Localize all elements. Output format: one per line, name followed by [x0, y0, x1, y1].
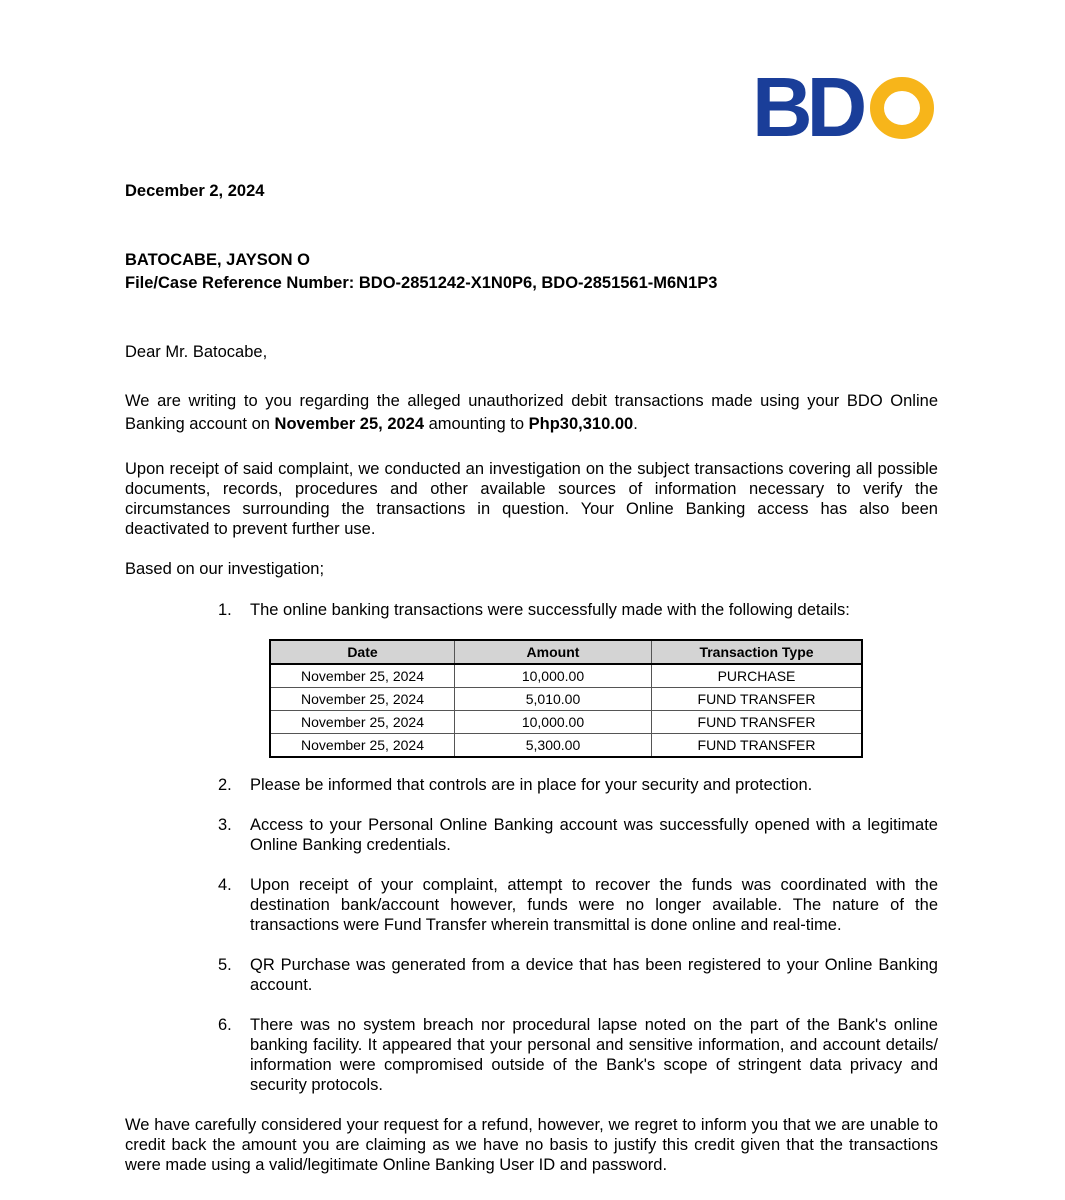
- intro-mid: amounting to: [424, 415, 529, 433]
- list-item-number: 3.: [218, 816, 232, 834]
- bdo-logo: [752, 72, 938, 144]
- recipient-name: BATOCABE, JAYSON O: [125, 251, 310, 269]
- cell-amount: 5,010.00: [455, 688, 652, 711]
- list-item-number: 6.: [218, 1016, 232, 1034]
- intro-date: November 25, 2024: [274, 415, 425, 433]
- table-row: [270, 688, 862, 711]
- paragraph-intro: [125, 390, 938, 436]
- list-item-text: Access to your Personal Online Banking account was successfully opened with a legitimate Online Banking credentials.: [250, 816, 938, 854]
- table-row: [270, 711, 862, 734]
- list-item-text: There was no system breach nor procedural lapse noted on the part of the Bank's online banking facility. It appeared that your personal and sensitive information, and account details/ information were compromised outside of the Bank's scope of stringent data privacy and security protocols.: [250, 1016, 938, 1094]
- table-header-row: [270, 640, 862, 664]
- letter-date: December 2, 2024: [125, 182, 265, 200]
- cell-date: November 25, 2024: [270, 664, 455, 688]
- cell-date: November 25, 2024: [270, 711, 455, 734]
- cell-type: FUND TRANSFER: [652, 734, 863, 758]
- cell-date: November 25, 2024: [270, 734, 455, 758]
- intro-post: .: [633, 415, 638, 433]
- header-transaction-type: Transaction Type: [652, 640, 863, 664]
- intro-amount: Php30,310.00: [528, 415, 634, 433]
- cell-amount: 10,000.00: [455, 711, 652, 734]
- file-reference-label: File/Case Reference Number:: [125, 274, 355, 292]
- closing-paragraph: We have carefully considered your request for a refund, however, we regret to inform you that we are unable to credit back the amount you are claiming as we have no basis to justify this credit given that the transactions were made using a valid/legitimate Online Banking User ID and password.: [125, 1116, 938, 1174]
- table-row: [270, 734, 862, 758]
- list-item-number: 4.: [218, 876, 232, 894]
- paragraph-investigation: Upon receipt of said complaint, we conducted an investigation on the subject transactions covering all possible documents, records, procedures and other available sources of information necessary to verify the circumstances surrounding the transactions in question. Your Online Banking access has also been deactivated to prevent further use.: [125, 460, 938, 538]
- based-on-line: Based on our investigation;: [125, 560, 325, 578]
- cell-type: PURCHASE: [652, 664, 863, 688]
- header-amount: Amount: [455, 640, 652, 664]
- list-item-text: QR Purchase was generated from a device that has been registered to your Online Banking account.: [250, 956, 938, 994]
- logo-letter-o: [877, 84, 927, 132]
- list-item-text: Upon receipt of your complaint, attempt to recover the funds was coordinated with the destination bank/account however, funds were no longer available. The nature of the transactions were Fund Transfer wherein transmittal is done online and real-time.: [250, 876, 938, 934]
- table-row: [270, 664, 862, 688]
- transactions-table: [269, 639, 863, 758]
- cell-date: November 25, 2024: [270, 688, 455, 711]
- salutation: Dear Mr. Batocabe,: [125, 343, 268, 361]
- logo-letters-bd: BD: [752, 72, 862, 144]
- header-date: Date: [270, 640, 455, 664]
- intro-pre: We are writing to you regarding the alleged unauthorized debit transactions made using your BDO Online Banking account on: [125, 392, 938, 433]
- cell-type: FUND TRANSFER: [652, 688, 863, 711]
- cell-amount: 5,300.00: [455, 734, 652, 758]
- file-reference-values: BDO-2851242-X1N0P6, BDO-2851561-M6N1P3: [358, 274, 718, 292]
- list-item-text: Please be informed that controls are in place for your security and protection.: [250, 776, 813, 794]
- cell-type: FUND TRANSFER: [652, 711, 863, 734]
- list-item-number: 2.: [218, 776, 232, 794]
- list-item-number: 5.: [218, 956, 232, 974]
- cell-amount: 10,000.00: [455, 664, 652, 688]
- list-item-text: The online banking transactions were successfully made with the following details:: [250, 601, 850, 619]
- file-reference: [125, 274, 717, 293]
- list-item-number: 1.: [218, 601, 232, 619]
